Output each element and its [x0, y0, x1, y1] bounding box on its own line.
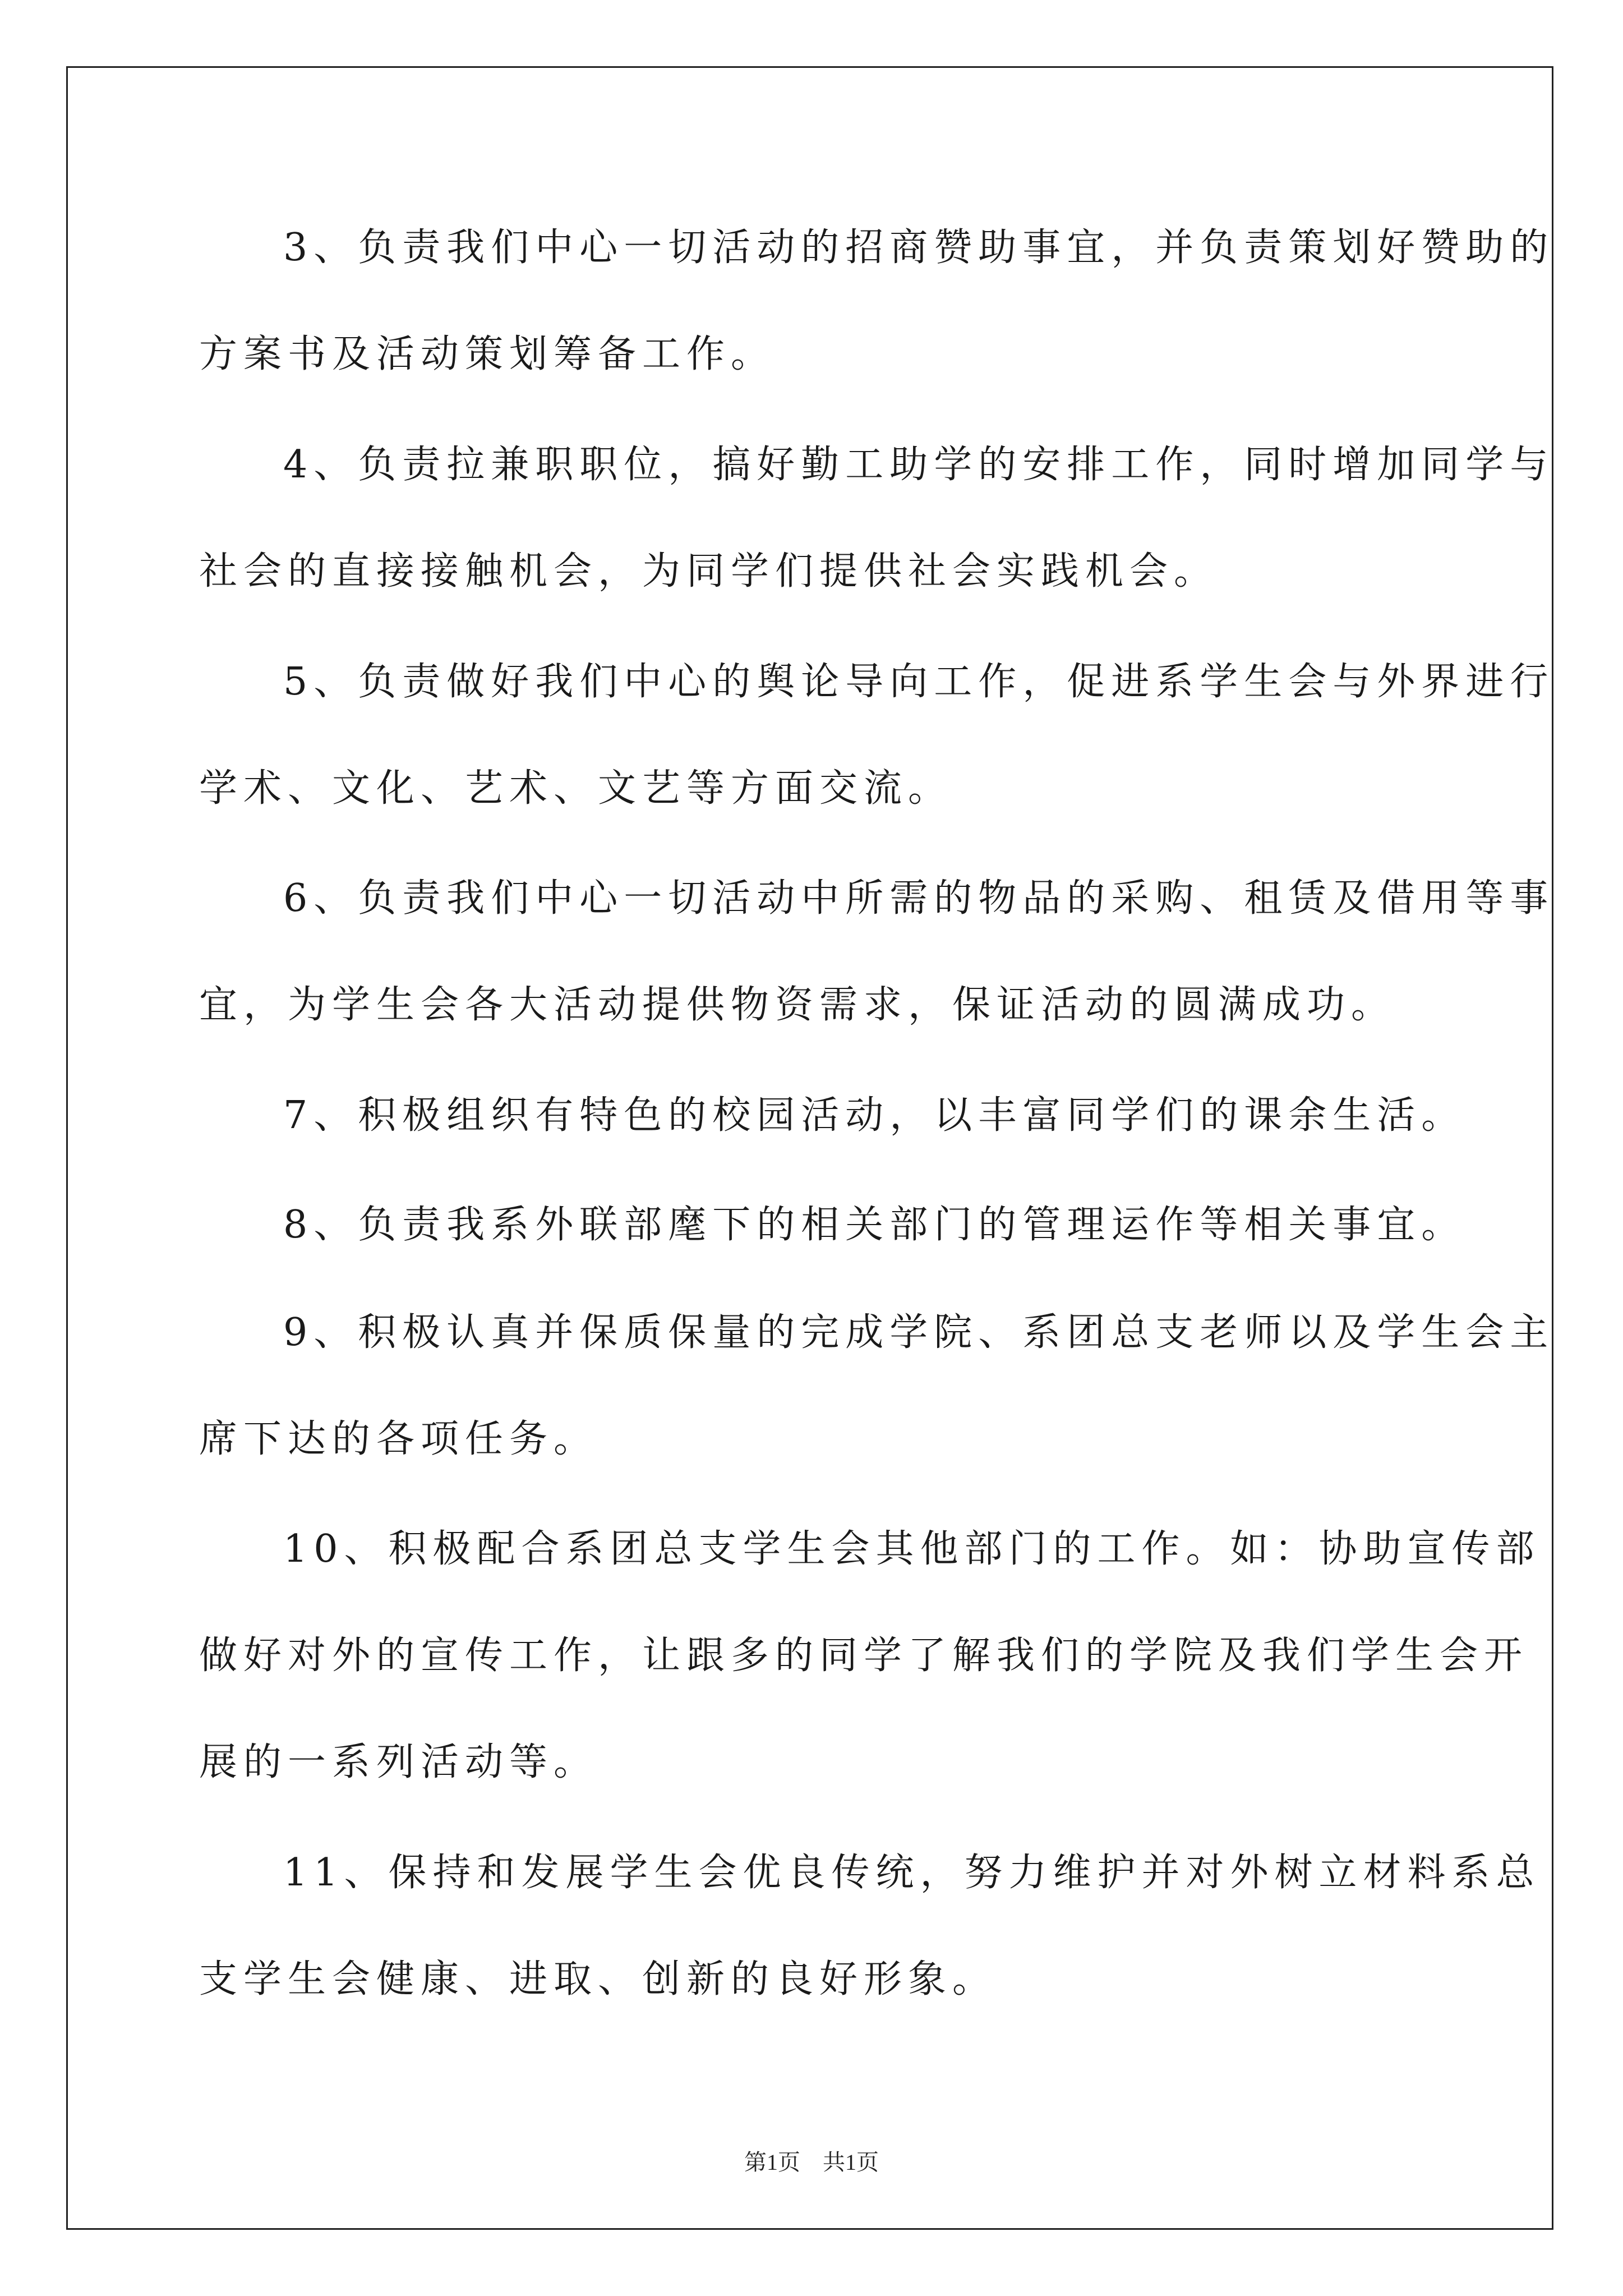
- paragraph-11-line-1: 11、保持和发展学生会优良传统，努力维护并对外树立材料系总: [283, 1851, 1541, 1895]
- paragraph-4-line-1: 4、负责拉兼职职位，搞好勤工助学的安排工作，同时增加同学与: [283, 443, 1555, 487]
- page-border: [66, 66, 1553, 2230]
- paragraph-10-line-3: 展的一系列活动等。: [199, 1740, 598, 1784]
- paragraph-9-line-1: 9、积极认真并保质保量的完成学院、系团总支老师以及学生会主: [283, 1310, 1555, 1355]
- paragraph-6-line-1: 6、负责我们中心一切活动中所需的物品的采购、租赁及借用等事: [283, 876, 1555, 921]
- paragraph-11-line-2: 支学生会健康、进取、创新的良好形象。: [199, 1957, 997, 2001]
- paragraph-5-line-2: 学术、文化、艺术、文艺等方面交流。: [199, 766, 953, 811]
- paragraph-3-line-1: 3、负责我们中心一切活动的招商赞助事宜，并负责策划好赞助的: [283, 226, 1555, 270]
- paragraph-6-line-2: 宜，为学生会各大活动提供物资需求，保证活动的圆满成功。: [199, 983, 1396, 1027]
- page-footer: 第1页 共1页: [744, 2150, 879, 2175]
- paragraph-8-line-1: 8、负责我系外联部麾下的相关部门的管理运作等相关事宜。: [283, 1203, 1466, 1247]
- paragraph-4-line-2: 社会的直接接触机会，为同学们提供社会实践机会。: [199, 549, 1219, 593]
- paragraph-9-line-2: 席下达的各项任务。: [199, 1417, 598, 1461]
- paragraph-10-line-1: 10、积极配合系团总支学生会其他部门的工作。如：协助宣传部: [283, 1527, 1541, 1571]
- paragraph-3-line-2: 方案书及活动策划筹备工作。: [199, 332, 776, 376]
- paragraph-5-line-1: 5、负责做好我们中心的舆论导向工作，促进系学生会与外界进行: [283, 660, 1555, 704]
- paragraph-10-line-2: 做好对外的宣传工作，让跟多的同学了解我们的学院及我们学生会开: [199, 1634, 1529, 1678]
- paragraph-7-line-1: 7、积极组织有特色的校园活动，以丰富同学们的课余生活。: [283, 1093, 1466, 1138]
